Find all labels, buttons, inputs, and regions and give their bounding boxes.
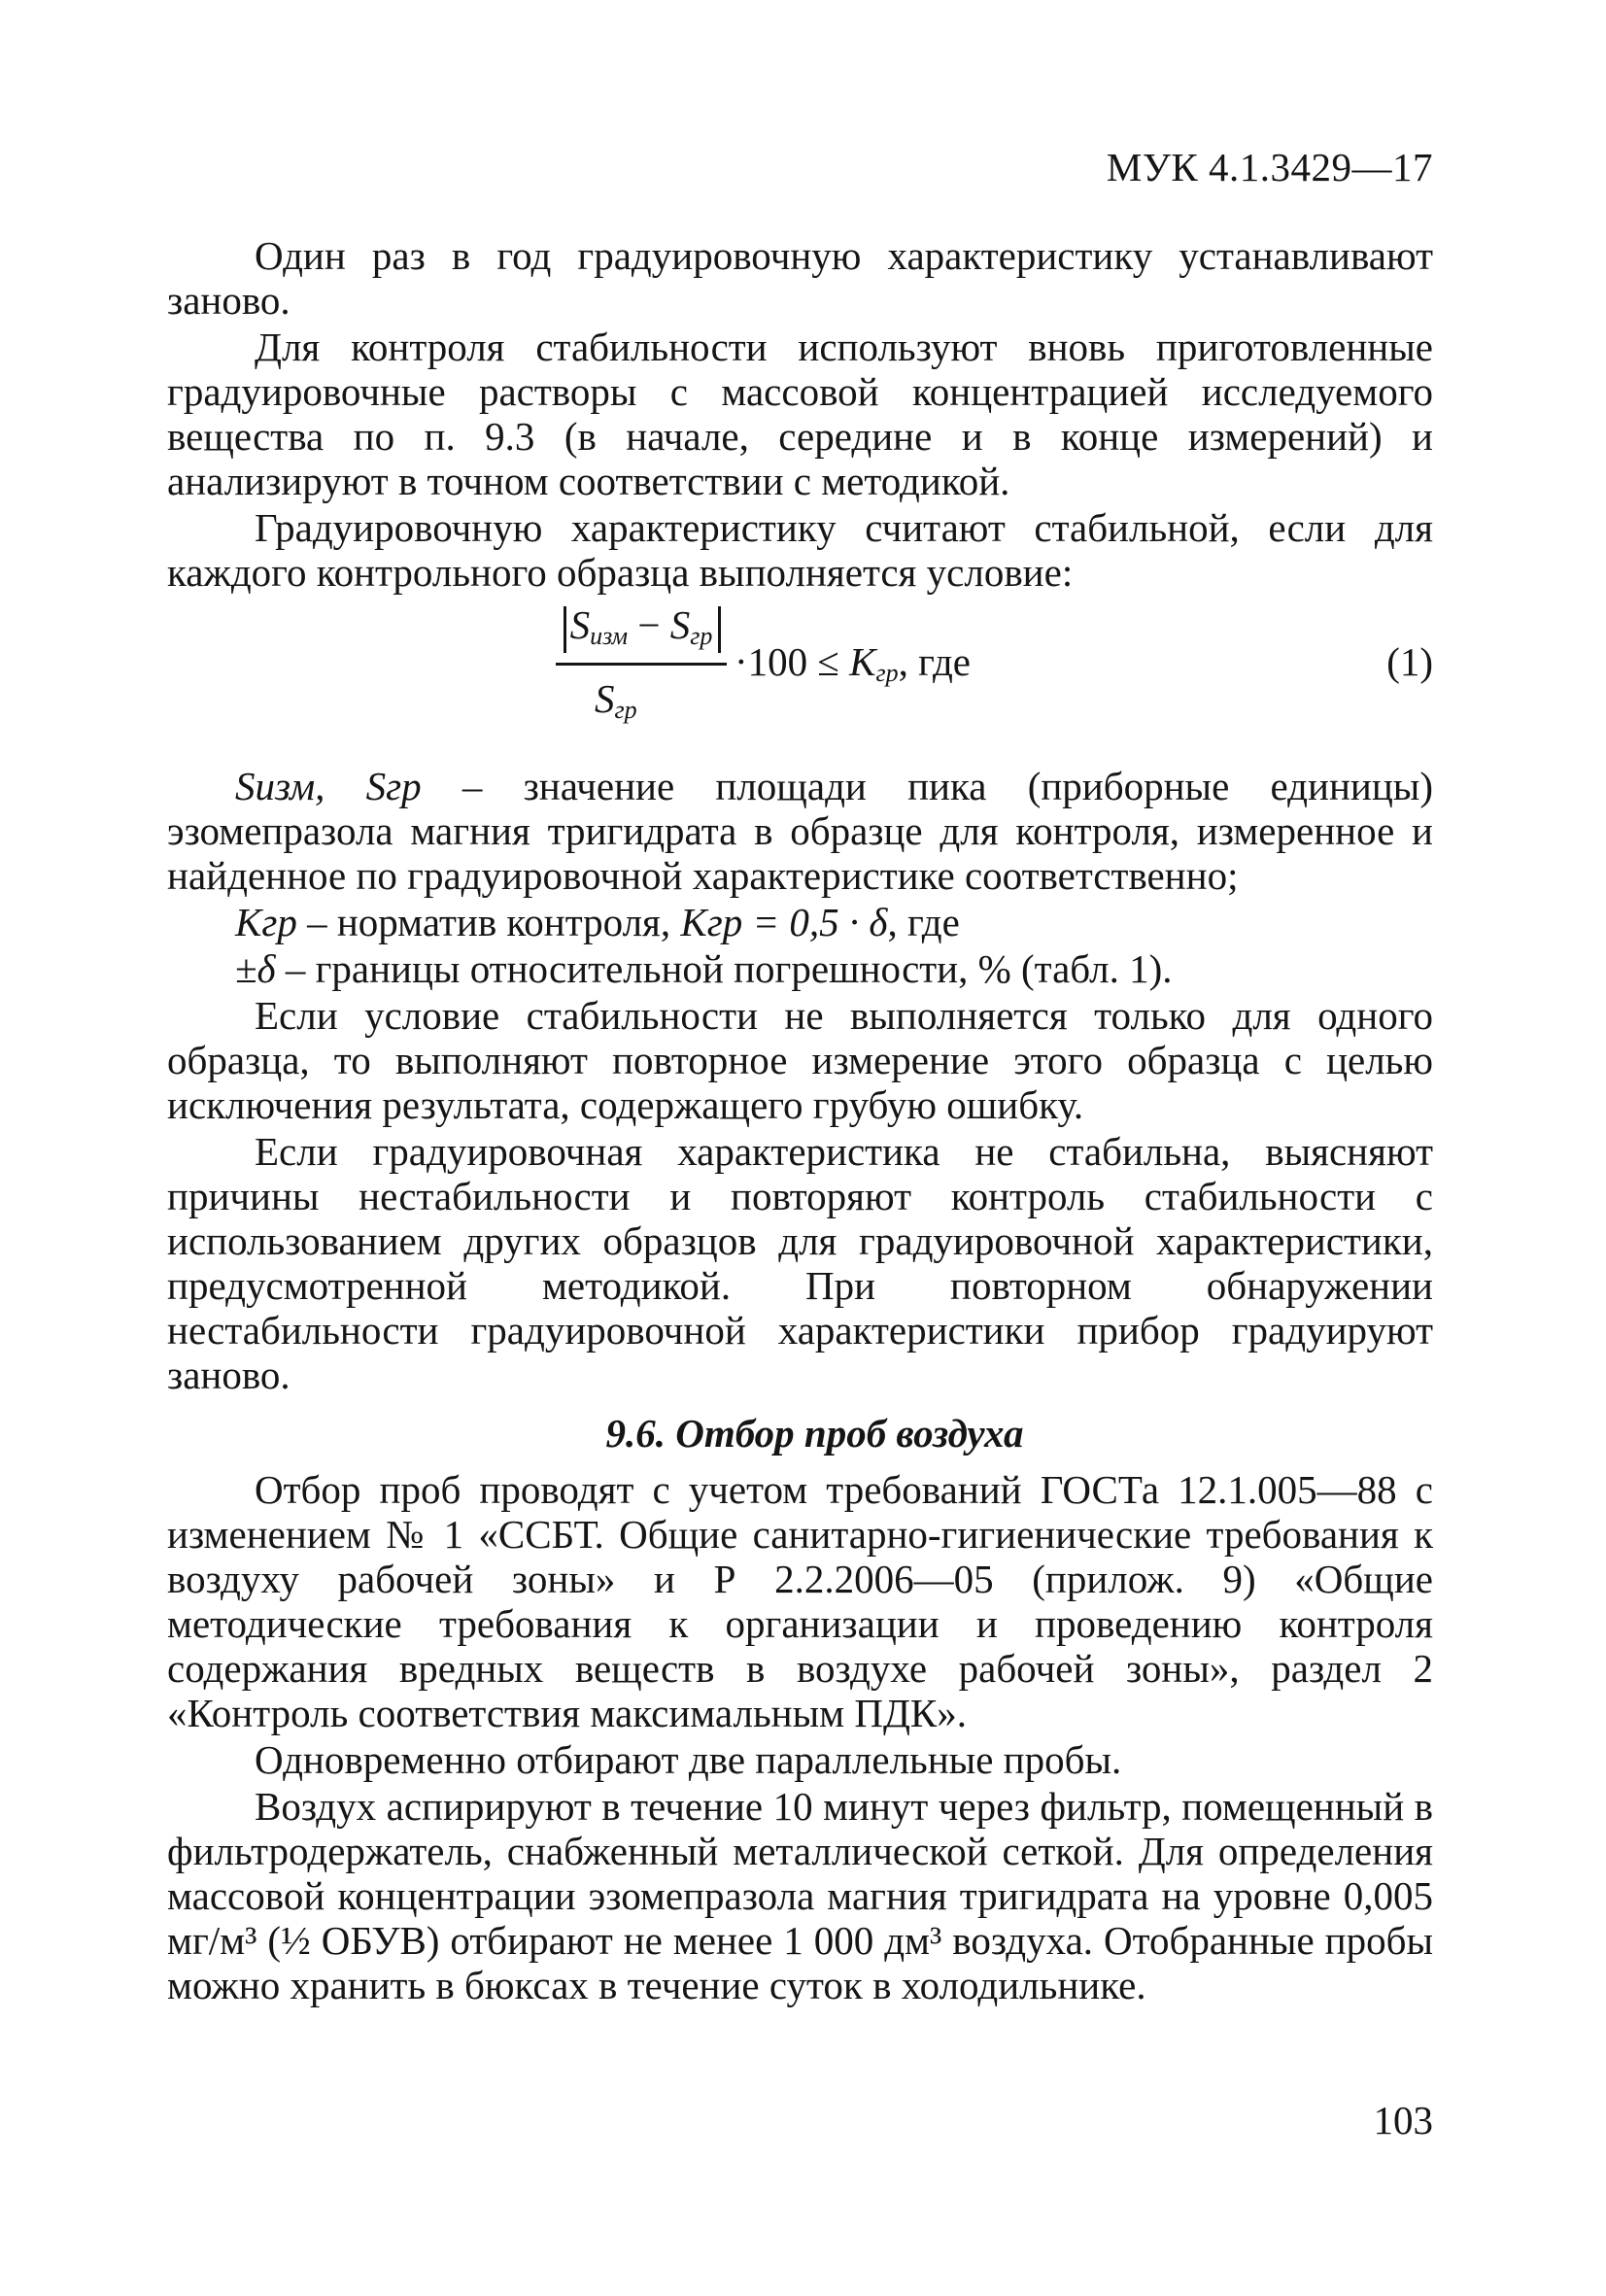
paragraph-unstable: Если градуировочная характеристика не стабильна, выясняют причины нестабильности и повторяют контроль стабильности с использованием других образцов для градуировочной характеристики, предусмотренной методикой. При повторном обнаружении нестабильности градуировочной характеристики прибор градуируют заново. (167, 1129, 1433, 1397)
paragraph-aspiration: Воздух аспирируют в течение 10 минут через фильтр, помещенный в фильтродержатель, снабженный металлической сеткой. Для определения массовой концентрации эзомепразола магния тригидрата на уровне 0,005 мг/м³ (½ ОБУВ) отбирают не менее 1 000 дм³ воздуха. Отобранные пробы можно хранить в бюксах в течение суток в холодильнике. (167, 1784, 1433, 2007)
section-heading: 9.6. Отбор проб воздуха (605, 1411, 1024, 1456)
page-body (167, 233, 1433, 2009)
formula-rhs: $\cdot 100 \le K_{гр}$, где (735, 639, 972, 687)
definition-s: Sизм, Sгр – значение площади пика (приборные единицы) эзомепразола магния тригидрата в образце для контроля, измеренное и найденное по градуировочной характеристике соответственно; (167, 764, 1433, 898)
formula-numerator: $S_{изм} - S_{гр}$ (569, 602, 713, 650)
paragraph-stability-condition: Градуировочную характеристику считают стабильной, если для каждого контрольного образца выполняется условие: (167, 505, 1433, 595)
paragraph-sampling-requirements: Отбор проб проводят с учетом требований ГОСТа 12.1.005—88 с изменением № 1 «ССБТ. Общие санитарно-гигиенические требования к воздуху рабочей зоны» и Р 2.2.2006—05 (прилож. 9) «Общие методические требования к организации и проведению контроля содержания вредных веществ в воздухе рабочей зоны», раздел 2 «Контроль соответствия максимальным ПДК». (167, 1467, 1433, 1735)
equation-number: (1) (1386, 639, 1433, 684)
document-code-header: МУК 4.1.3429—17 (1106, 145, 1433, 189)
formula-denominator: $S_{гр}$ (595, 676, 637, 724)
page-number: 103 (1373, 2098, 1433, 2142)
fraction-line (556, 663, 727, 666)
definition-delta: ±δ – границы относительной погрешности, % (табл. 1). (235, 946, 1173, 991)
definition-k: Kгр – норматив контроля, Kгр = 0,5 · δ, где (235, 900, 960, 944)
abs-bar-right (718, 606, 721, 653)
paragraph-stability-control: Для контроля стабильности используют вновь приготовленные градуировочные растворы с массовой концентрацией исследуемого вещества по п. 9.3 (в начале, середине и в конце измерений) и анализируют в точном соответствии с методикой. (167, 325, 1433, 503)
formula-1 (167, 602, 1433, 758)
paragraph-parallel-samples: Одновременно отбирают две параллельные пробы. (255, 1737, 1122, 1782)
paragraph-regrading: Один раз в год градуировочную характеристику устанавливают заново. (167, 233, 1433, 323)
paragraph-single-sample: Если условие стабильности не выполняется только для одного образца, то выполняют повторное измерение этого образца с целью исключения результата, содержащего грубую ошибку. (167, 993, 1433, 1127)
